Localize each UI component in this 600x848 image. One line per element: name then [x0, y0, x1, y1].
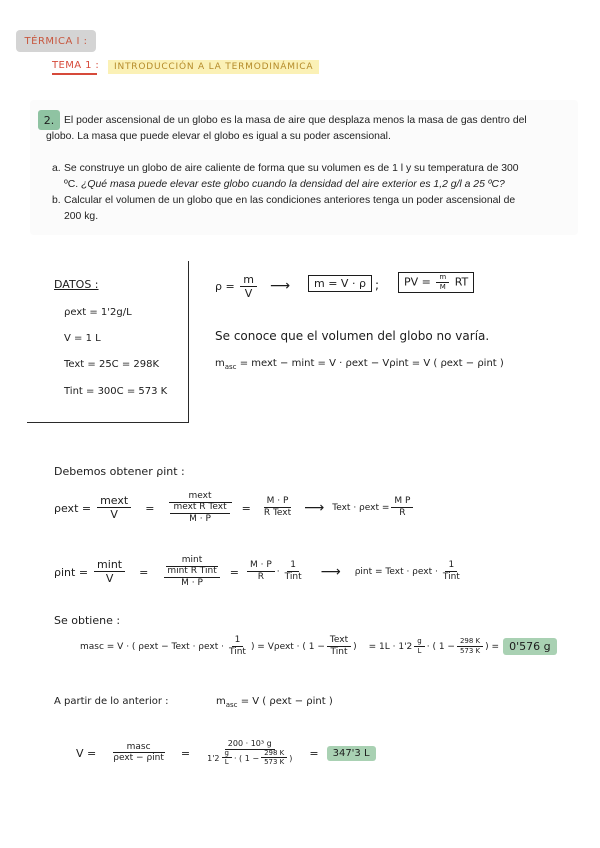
final-lhs: V =: [76, 746, 97, 760]
r1-frac2-den-num: mext R Text: [170, 503, 229, 514]
final-frac-2-den: [204, 750, 295, 767]
item-b-line-2: 200 kg.: [64, 211, 99, 222]
final-frac-1: [110, 743, 167, 765]
r2-frac5-den: Tint: [442, 572, 460, 583]
masc-frac-gl-num: g: [414, 638, 424, 647]
masc-frac-k: [457, 638, 483, 655]
r1-eq2: =: [241, 501, 251, 515]
partir-equation: [216, 696, 333, 709]
masc-expr-2: ) = Vρext · ( 1 −: [250, 641, 325, 652]
r1-frac1: [97, 495, 131, 521]
masc-frac-2-den: Tint: [330, 646, 348, 657]
density-definition: [215, 274, 259, 300]
r1-result: Text · ρext =: [332, 503, 390, 514]
r1-eq1: =: [145, 501, 155, 515]
arrow-1: ⟶: [270, 278, 291, 294]
ideal-gas-den: M: [439, 282, 446, 291]
mass-formula-box: m = V · ρ: [308, 275, 372, 292]
r1-frac3-den: R Text: [263, 508, 292, 519]
r2-frac3-den: R: [257, 572, 264, 583]
r2-frac2-den: [164, 567, 219, 589]
item-a-question: ¿Qué masa puede elevar este globo cuando la densidad del aire exterior es 1,2 g/l a 25 ºC?: [81, 179, 505, 190]
final-den-k: [261, 750, 287, 767]
masc-result-badge: 0'576 g: [503, 638, 557, 655]
r2-lhs: ρint =: [54, 565, 89, 579]
final-result-badge: 347'3 L: [327, 746, 376, 761]
masc-rhs: = mext − mint = V · ρext − Vρint = V ( ρext − ρint ): [239, 358, 504, 369]
problem-intro-2: globo. La masa que puede elevar el globo es igual a su poder ascensional.: [46, 131, 391, 142]
density-fraction: [240, 274, 257, 300]
final-frac-2-num: 200 · 10³ g: [225, 740, 275, 750]
tema-title: INTRODUCCIÓN A LA TERMODINÁMICA: [108, 60, 319, 74]
r2-frac2-den-num: mint R Tint: [164, 567, 219, 578]
final-eq-2: =: [309, 746, 319, 760]
r1-frac1-den: V: [110, 508, 118, 522]
r2-frac3-num: M · P: [247, 561, 275, 572]
r2-dot: ·: [276, 567, 280, 578]
datos-horizontal-divider: [27, 422, 189, 423]
masc-close-2: ) =: [485, 641, 500, 652]
r1-frac2: [168, 492, 231, 525]
semicolon: ;: [375, 278, 380, 292]
final-den-gl-den: L: [224, 758, 229, 767]
r2-frac4: [282, 561, 305, 583]
datos-vertical-divider: [188, 261, 189, 423]
course-tag: TÉRMICA I :: [16, 30, 96, 52]
r2-frac1-den: V: [105, 572, 114, 586]
r2-frac3: [247, 561, 275, 583]
r1-frac1-num: mext: [97, 495, 131, 508]
final-den-gl: [222, 750, 232, 767]
r1-frac3-num: M · P: [264, 497, 292, 508]
masc-frac-1-den: Tint: [228, 646, 246, 657]
masc-m: m: [215, 358, 225, 369]
final-frac-1-num: masc: [113, 743, 165, 754]
masc-frac-2-num: Text: [327, 636, 351, 647]
final-den-close: ): [289, 753, 293, 763]
partir-m: m: [216, 696, 226, 707]
item-a-marker: a.: [52, 163, 61, 174]
masc-frac-1-num: 1: [232, 636, 244, 647]
r2-frac4-num: 1: [287, 561, 299, 572]
masc-equation: [215, 358, 504, 371]
item-a-unit: ºC.: [64, 179, 79, 190]
pv-label: PV =: [404, 275, 431, 289]
partir-rhs: = V ( ρext − ρint ): [240, 696, 333, 707]
tema-label: TEMA 1 :: [52, 60, 100, 71]
final-frac-1-den: ρext − ρint: [113, 753, 164, 764]
partir-title: A partir de lo anterior :: [54, 696, 169, 707]
r1-lhs: ρext =: [54, 501, 92, 515]
rho-label: ρ =: [215, 280, 235, 294]
r1-frac4-den: R: [399, 508, 406, 519]
final-frac-2: [204, 740, 295, 767]
r2-eq1: =: [139, 565, 149, 579]
datos-rho-ext: ρext = 1'2g/L: [64, 307, 132, 318]
final-den-gl-num: g: [222, 750, 232, 759]
final-den-mid: · ( 1 −: [233, 753, 260, 763]
rho-int-derivation: [54, 556, 465, 589]
r2-frac5: [440, 561, 463, 583]
final-den-k-num: 298 K: [261, 750, 287, 759]
r2-frac1-num: mint: [94, 559, 125, 572]
item-b-marker: b.: [52, 195, 61, 206]
r2-eq2: =: [229, 565, 239, 579]
density-den: V: [244, 287, 253, 301]
r2-frac2: [162, 556, 221, 589]
final-den-pre: 1'2: [207, 753, 220, 763]
partir-sub: asc: [225, 701, 238, 709]
item-a-line-1: Se construye un globo de aire caliente de forma que su volumen es de 1 l y su temperatura de 300: [64, 163, 519, 174]
r2-frac4-den: Tint: [284, 572, 302, 583]
volume-calculation: [76, 740, 376, 767]
r2-result: ρint = Text · ρext ·: [354, 567, 438, 578]
datos-volume: V = 1 L: [64, 333, 101, 344]
datos-title: DATOS :: [54, 278, 99, 291]
rt-label: RT: [454, 275, 469, 289]
rho-ext-derivation: [54, 492, 415, 525]
masc-frac-gl-den: L: [417, 646, 422, 655]
r2-frac2-den-den: M · P: [181, 577, 203, 588]
r1-frac2-num: mext: [169, 492, 232, 503]
volume-note: Se conoce que el volumen del globo no varía.: [215, 329, 490, 343]
ideal-gas-fraction: [436, 274, 449, 291]
item-a-line-2: [64, 176, 505, 193]
r1-arrow: ⟶: [304, 500, 325, 517]
datos-t-ext: Text = 25C = 298K: [64, 359, 160, 370]
r1-frac2-den-den: M · P: [189, 513, 211, 524]
problem-number: 2.: [38, 110, 60, 130]
masc-frac-2: [327, 636, 351, 658]
density-num: m: [240, 274, 257, 287]
r2-frac2-num: mint: [166, 556, 219, 567]
ideal-gas-num: m: [436, 274, 449, 283]
masc-expr-3: = 1L · 1'2: [368, 641, 413, 652]
masc-expr-4: · ( 1 −: [426, 641, 455, 652]
masc-frac-1: [226, 636, 249, 658]
r1-frac4: [391, 497, 413, 519]
r1-frac3: [261, 497, 294, 519]
masc-expr-1: masc = V · ( ρext − Text · ρext ·: [80, 641, 224, 652]
masc-sub: asc: [224, 363, 237, 371]
item-b-line-1: Calcular el volumen de un globo que en las condiciones anteriores tenga un poder ascensional de: [64, 195, 516, 206]
se-obtiene-title: Se obtiene :: [54, 614, 121, 627]
problem-intro-1: El poder ascensional de un globo es la masa de aire que desplaza menos la masa de gas dentro del: [64, 115, 527, 126]
tema-underline: [52, 73, 97, 75]
final-eq-1: =: [180, 746, 191, 760]
masc-frac-k-num: 298 K: [457, 638, 483, 647]
masc-calculation: [80, 636, 557, 658]
ideal-gas-box: [398, 272, 474, 293]
datos-t-int: Tint = 300C = 573 K: [64, 386, 168, 397]
r2-frac1: [94, 559, 125, 585]
r2-arrow: ⟶: [320, 564, 341, 581]
r1-frac4-num: M P: [391, 497, 413, 508]
masc-close: ): [353, 641, 357, 652]
masc-frac-gl: [414, 638, 424, 655]
r1-frac2-den: [170, 503, 229, 525]
r2-frac5-num: 1: [445, 561, 457, 572]
masc-frac-k-den: 573 K: [459, 646, 481, 655]
final-den-k-den: 573 K: [264, 758, 285, 767]
obtain-title: Debemos obtener ρint :: [54, 465, 185, 478]
